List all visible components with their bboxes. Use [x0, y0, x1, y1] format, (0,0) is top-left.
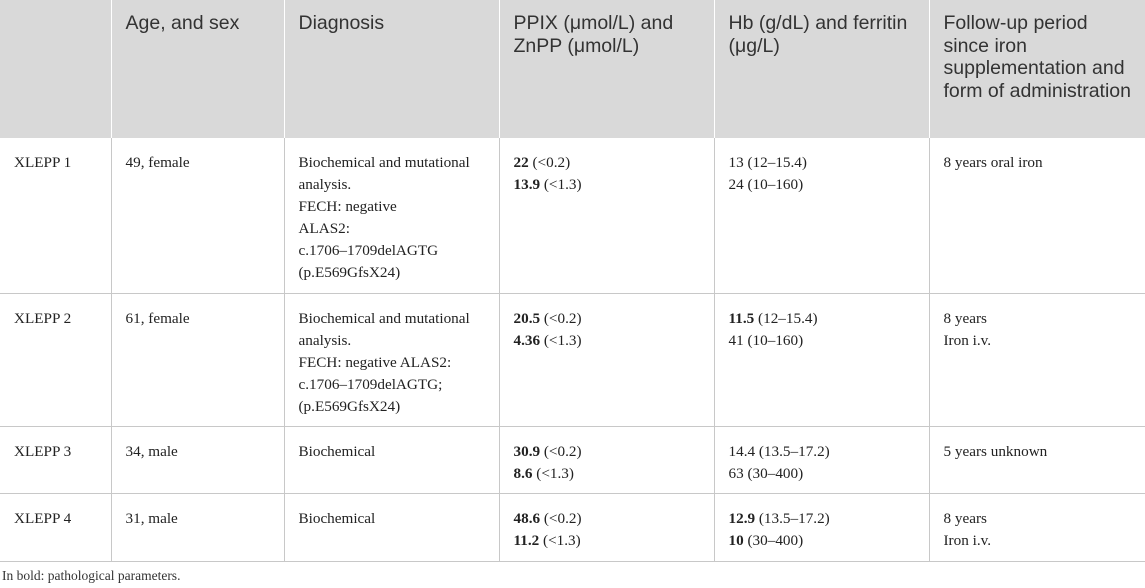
- diagnosis-cell: [284, 138, 499, 293]
- znpp-reference: (<1.3): [532, 464, 574, 482]
- diagnosis-line: FECH: negative ALAS2:: [298, 353, 452, 371]
- ferritin-reference: (10–160): [743, 331, 804, 349]
- followup-cell: [929, 426, 1145, 493]
- ferritin-value: 63: [728, 464, 744, 482]
- ppix-znpp-cell: [499, 293, 714, 426]
- znpp-value: 11.2: [513, 531, 540, 549]
- ppix-znpp-cell: [499, 138, 714, 293]
- diagnosis-cell: [284, 426, 499, 493]
- header-cell-hb-ferritin: Hb (g/dL) and ferritin (μg/L): [714, 0, 929, 138]
- age-sex-cell: 31, male: [111, 493, 284, 561]
- header-cell-age-sex: Age, and sex: [111, 0, 284, 138]
- ferritin-value: 24: [728, 176, 744, 193]
- ferritin-reference: (10–160): [743, 176, 804, 193]
- age-sex-cell: 34, male: [111, 426, 284, 493]
- znpp-reference: (<1.3): [540, 331, 582, 349]
- hb-value: 11.5: [728, 309, 755, 327]
- table-row: [0, 426, 1145, 493]
- followup-line: Iron i.v.: [943, 531, 992, 549]
- hb-reference: (12–15.4): [743, 154, 807, 171]
- patient-cell: XLEPP 1: [0, 138, 111, 293]
- patient-cell: XLEPP 4: [0, 493, 111, 561]
- header-row: [0, 0, 1145, 138]
- header-cell-diagnosis: Diagnosis: [284, 0, 499, 138]
- followup-line: 5 years unknown: [943, 442, 1048, 460]
- age-sex-cell: 61, female: [111, 293, 284, 426]
- ppix-znpp-cell: [499, 426, 714, 493]
- hb-reference: (13.5–17.2): [755, 509, 830, 527]
- patient-cell: XLEPP 3: [0, 426, 111, 493]
- diagnosis-line: (p.E569GfsX24): [298, 264, 401, 281]
- diagnosis-line: Biochemical and mutational analysis.: [298, 309, 470, 349]
- hb-ferritin-cell: [714, 426, 929, 493]
- diagnosis-cell: [284, 293, 499, 426]
- header-cell-followup: Follow-up period since iron supplementation and form of administration: [929, 0, 1145, 138]
- followup-line: 8 years oral iron: [943, 154, 1043, 171]
- diagnosis-line: Biochemical: [298, 509, 376, 527]
- hb-reference: (12–15.4): [754, 309, 818, 327]
- table-row: [0, 138, 1145, 293]
- followup-cell: [929, 293, 1145, 426]
- znpp-reference: (<1.3): [539, 531, 581, 549]
- ferritin-reference: (30–400): [743, 531, 804, 549]
- hb-value: 13: [728, 154, 744, 171]
- followup-line: 8 years: [943, 509, 987, 527]
- header-cell-ppix-znpp: PPIX (μmol/L) and ZnPP (μmol/L): [499, 0, 714, 138]
- followup-line: 8 years: [943, 309, 987, 327]
- znpp-value: 4.36: [513, 331, 541, 349]
- followup-line: Iron i.v.: [943, 331, 992, 349]
- hb-value: 14.4: [728, 442, 756, 460]
- diagnosis-line: Biochemical and mutational analysis.: [298, 154, 470, 193]
- znpp-reference: (<1.3): [540, 176, 582, 193]
- ppix-value: 20.5: [513, 309, 541, 327]
- ferritin-value: 10: [728, 531, 744, 549]
- followup-cell: [929, 138, 1145, 293]
- ppix-value: 30.9: [513, 442, 541, 460]
- patient-cell: XLEPP 2: [0, 293, 111, 426]
- diagnosis-line: c.1706–1709delAGTG;: [298, 375, 443, 393]
- ppix-reference: (<0.2): [540, 309, 582, 327]
- ferritin-reference: (30–400): [743, 464, 804, 482]
- diagnosis-line: Biochemical: [298, 442, 376, 460]
- table-row: [0, 493, 1145, 561]
- age-sex-cell: 49, female: [111, 138, 284, 293]
- hb-reference: (13.5–17.2): [755, 442, 830, 460]
- ppix-value: 22: [513, 154, 529, 171]
- hb-value: 12.9: [728, 509, 756, 527]
- znpp-value: 13.9: [513, 176, 541, 193]
- diagnosis-cell: [284, 493, 499, 561]
- diagnosis-line: FECH: negative: [298, 198, 397, 215]
- ppix-reference: (<0.2): [540, 509, 582, 527]
- hb-ferritin-cell: [714, 138, 929, 293]
- ppix-reference: (<0.2): [528, 154, 571, 171]
- followup-cell: [929, 493, 1145, 561]
- table-row: [0, 293, 1145, 426]
- header-cell-patient: [0, 0, 111, 138]
- diagnosis-line: c.1706–1709delAGTG: [298, 242, 439, 259]
- hb-ferritin-cell: [714, 493, 929, 561]
- ppix-value: 48.6: [513, 509, 541, 527]
- znpp-value: 8.6: [513, 464, 533, 482]
- diagnosis-line: ALAS2:: [298, 220, 350, 237]
- ppix-reference: (<0.2): [540, 442, 582, 460]
- table-footnote: In bold: pathological parameters.: [2, 568, 181, 583]
- ferritin-value: 41: [728, 331, 744, 349]
- diagnosis-line: (p.E569GfsX24): [298, 397, 401, 415]
- ppix-znpp-cell: [499, 493, 714, 561]
- hb-ferritin-cell: [714, 293, 929, 426]
